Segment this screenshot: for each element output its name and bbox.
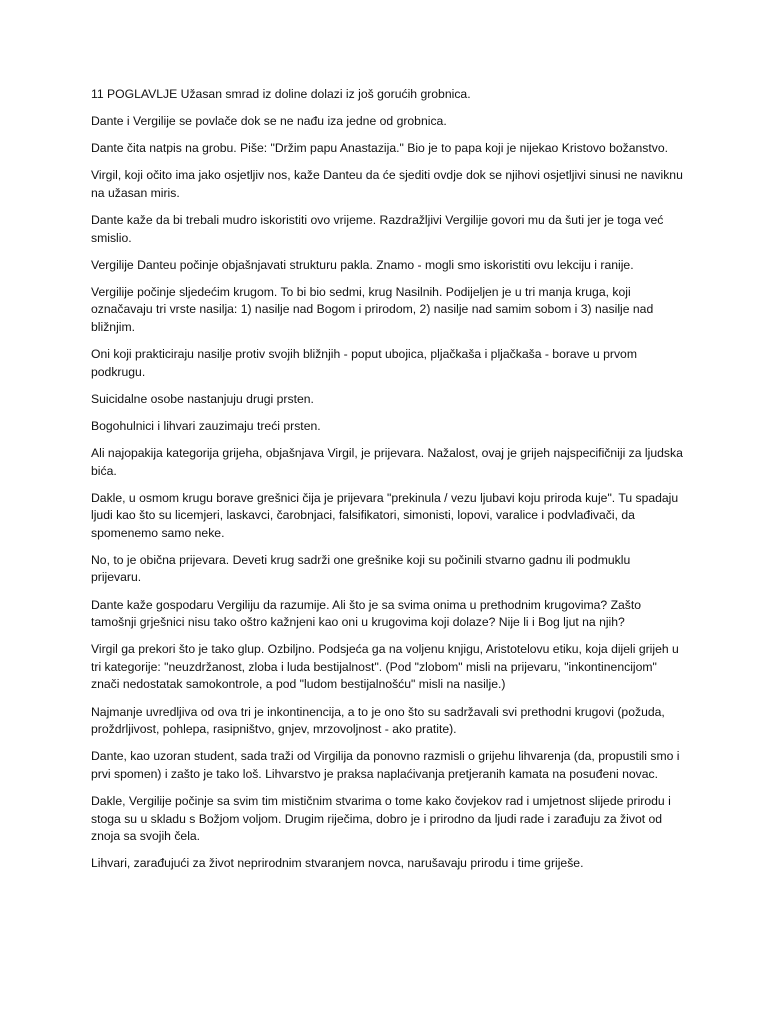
paragraph-6: Vergilije Danteu počinje objašnjavati strukturu pakla. Znamo - mogli smo iskoristiti ovu lekciju i ranije.	[91, 257, 634, 272]
document-body	[91, 86, 683, 882]
paragraph-5: Dante kaže da bi trebali mudro iskoristiti ovo vrijeme. Razdražljivi Vergilije govori mu da šuti jer je toga već smislio.	[91, 212, 664, 245]
paragraph-13: No, to je obična prijevara. Deveti krug sadrži one grešnike koji su počinili stvarno gadnu ili podmuklu prijevaru.	[91, 552, 631, 585]
paragraph-1: 11 POGLAVLJE Užasan smrad iz doline dolazi iz još gorućih grobnica.	[91, 87, 471, 101]
paragraph-7: Vergilije počinje sljedećim krugom. To bi bio sedmi, krug Nasilnih. Podijeljen je u tri manja kruga, koji označavaju tri vrste nasilja: 1) nasilje nad Bogom i prirodom, 2) nasilje nad samim sobom i 3) nasilje nad bližnjim.	[91, 284, 654, 334]
paragraph-3: Dante čita natpis na grobu. Piše: "Držim papu Anastazija." Bio je to papa koji je nijekao Kristovo božanstvo.	[91, 141, 669, 156]
paragraph-12: Dakle, u osmom krugu borave grešnici čija je prijevara "prekinula / vezu ljubavi koju priroda kuje". Tu spadaju ljudi kao što su licemjeri, laskavci, čarobnjaci, falsifikatori, simonisti, lopovi, varalice i podvlađivači, da spomenemo samo neke.	[91, 490, 679, 540]
paragraph-4: Virgil, koji očito ima jako osjetljiv nos, kaže Danteu da će sjediti ovdje dok se njihovi osjetljivi sinusi ne naviknu na užasan miris.	[91, 168, 683, 200]
paragraph-19: Lihvari, zarađujući za život neprirodnim stvaranjem novca, narušavaju prirodu i time griješe.	[91, 856, 584, 871]
paragraph-17: Dante, kao uzoran student, sada traži od Virgilija da ponovno razmisli o grijehu lihvarenja (da, propustili smo i prvi spomen) i zašto je tako loš. Lihvarstvo je praksa naplaćivanja pretjeranih kamata na posuđeni novac.	[91, 749, 680, 781]
paragraph-15: Virgil ga prekori što je tako glup. Ozbiljno. Podsjeća ga na voljenu knjigu, Aristotelovu etiku, koja dijeli grijeh u tri kategorije: "neuzdržanost, zloba i luda bestijalnost". (Pod "zlobom" misli na prijevaru, "inkontinencijom" znači nedostatak samokontrole, a pod "ludom bestijalnošću" misli na nasilje.)	[91, 642, 679, 692]
paragraph-8: Oni koji prakticiraju nasilje protiv svojih bližnjih - poput ubojica, pljačkaša i pljačkaša - borave u prvom podkrugu.	[91, 347, 637, 379]
paragraph-11: Ali najopakija kategorija grijeha, objašnjava Virgil, je prijevara. Nažalost, ovaj je grijeh najspecifičniji za ljudska bića.	[91, 445, 683, 478]
paragraph-2: Dante i Vergilije se povlače dok se ne nađu iza jedne od grobnica.	[91, 114, 447, 129]
paragraph-9: Suicidalne osobe nastanjuju drugi prsten.	[91, 391, 314, 406]
paragraph-18: Dakle, Vergilije počinje sa svim tim mističnim stvarima o tome kako čovjekov rad i umjetnost slijede prirodu i stoga su u skladu s Božjom voljom. Drugim riječima, dobro je i prirodno da ljudi rade i zarađuju za život od znoja sa svojih čela.	[91, 793, 671, 844]
paragraph-10: Bogohulnici i lihvari zauzimaju treći prsten.	[91, 418, 321, 433]
paragraph-16: Najmanje uvredljiva od ova tri je inkontinencija, a to je ono što su sadržavali svi prethodni krugovi (požuda, proždrljivost, pohlepa, rasipništvo, gnjev, mrzovoljnost - ako pratite).	[91, 704, 665, 737]
paragraph-14: Dante kaže gospodaru Vergiliju da razumije. Ali što je sa svima onima u prethodnim krugovima? Zašto tamošnji grješnici nisu tako oštro kažnjeni kao oni u krugovima koji dolaze? Nije li i Bog ljut na njih?	[91, 597, 642, 630]
